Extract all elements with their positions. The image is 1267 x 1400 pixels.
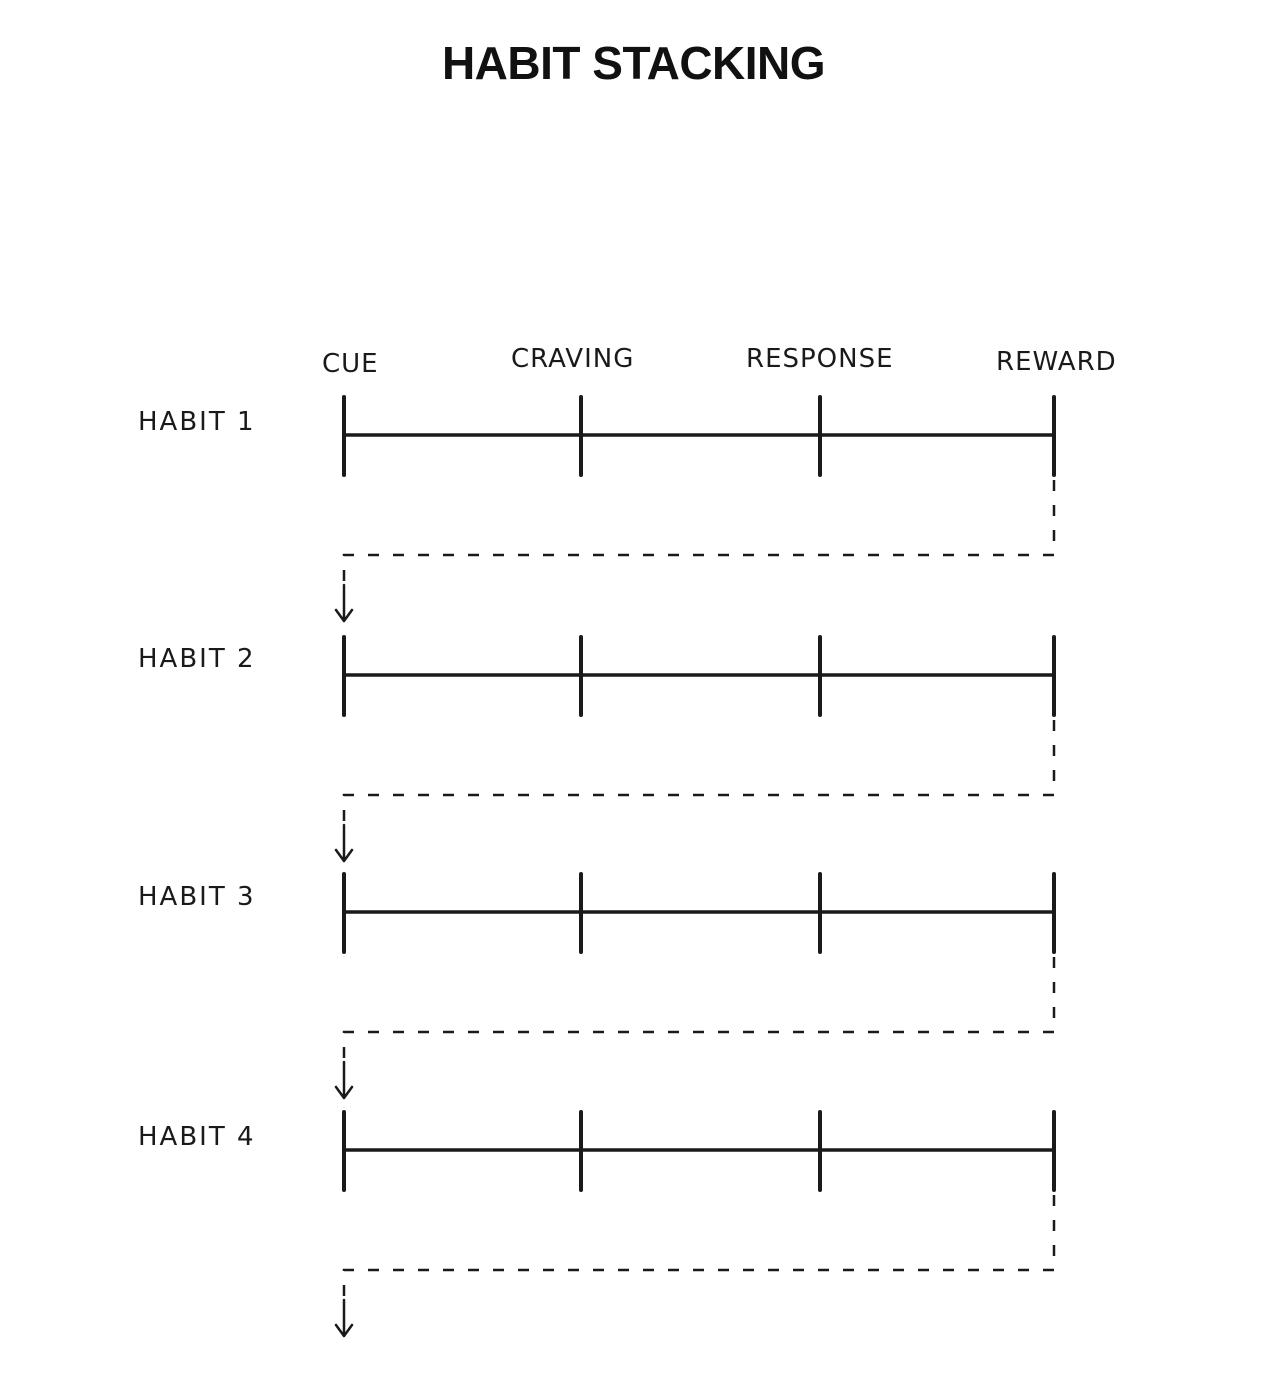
- habit-4-connector: [344, 1195, 1054, 1308]
- habit-2-connector: [344, 720, 1054, 833]
- habit-3-connector: [344, 957, 1054, 1070]
- down-arrow-icon: [336, 1062, 352, 1098]
- down-arrow-icon: [336, 825, 352, 861]
- stage-labels: [322, 344, 1117, 379]
- habit-1-connector: [344, 480, 1054, 593]
- stage-label-reward: REWARD: [996, 347, 1117, 377]
- habit-label-4: HABIT 4: [138, 1122, 256, 1152]
- habit-rows: [138, 397, 1054, 1336]
- habit-label-2: HABIT 2: [138, 644, 256, 674]
- stage-label-craving: CRAVING: [511, 344, 635, 374]
- diagram-title: HABIT STACKING: [441, 37, 826, 89]
- down-arrow-icon: [336, 1300, 352, 1336]
- stage-label-response: RESPONSE: [746, 344, 894, 374]
- down-arrow-icon: [336, 585, 352, 621]
- stage-label-cue: CUE: [322, 349, 379, 379]
- habit-label-1: HABIT 1: [138, 407, 256, 437]
- habit-label-3: HABIT 3: [138, 882, 256, 912]
